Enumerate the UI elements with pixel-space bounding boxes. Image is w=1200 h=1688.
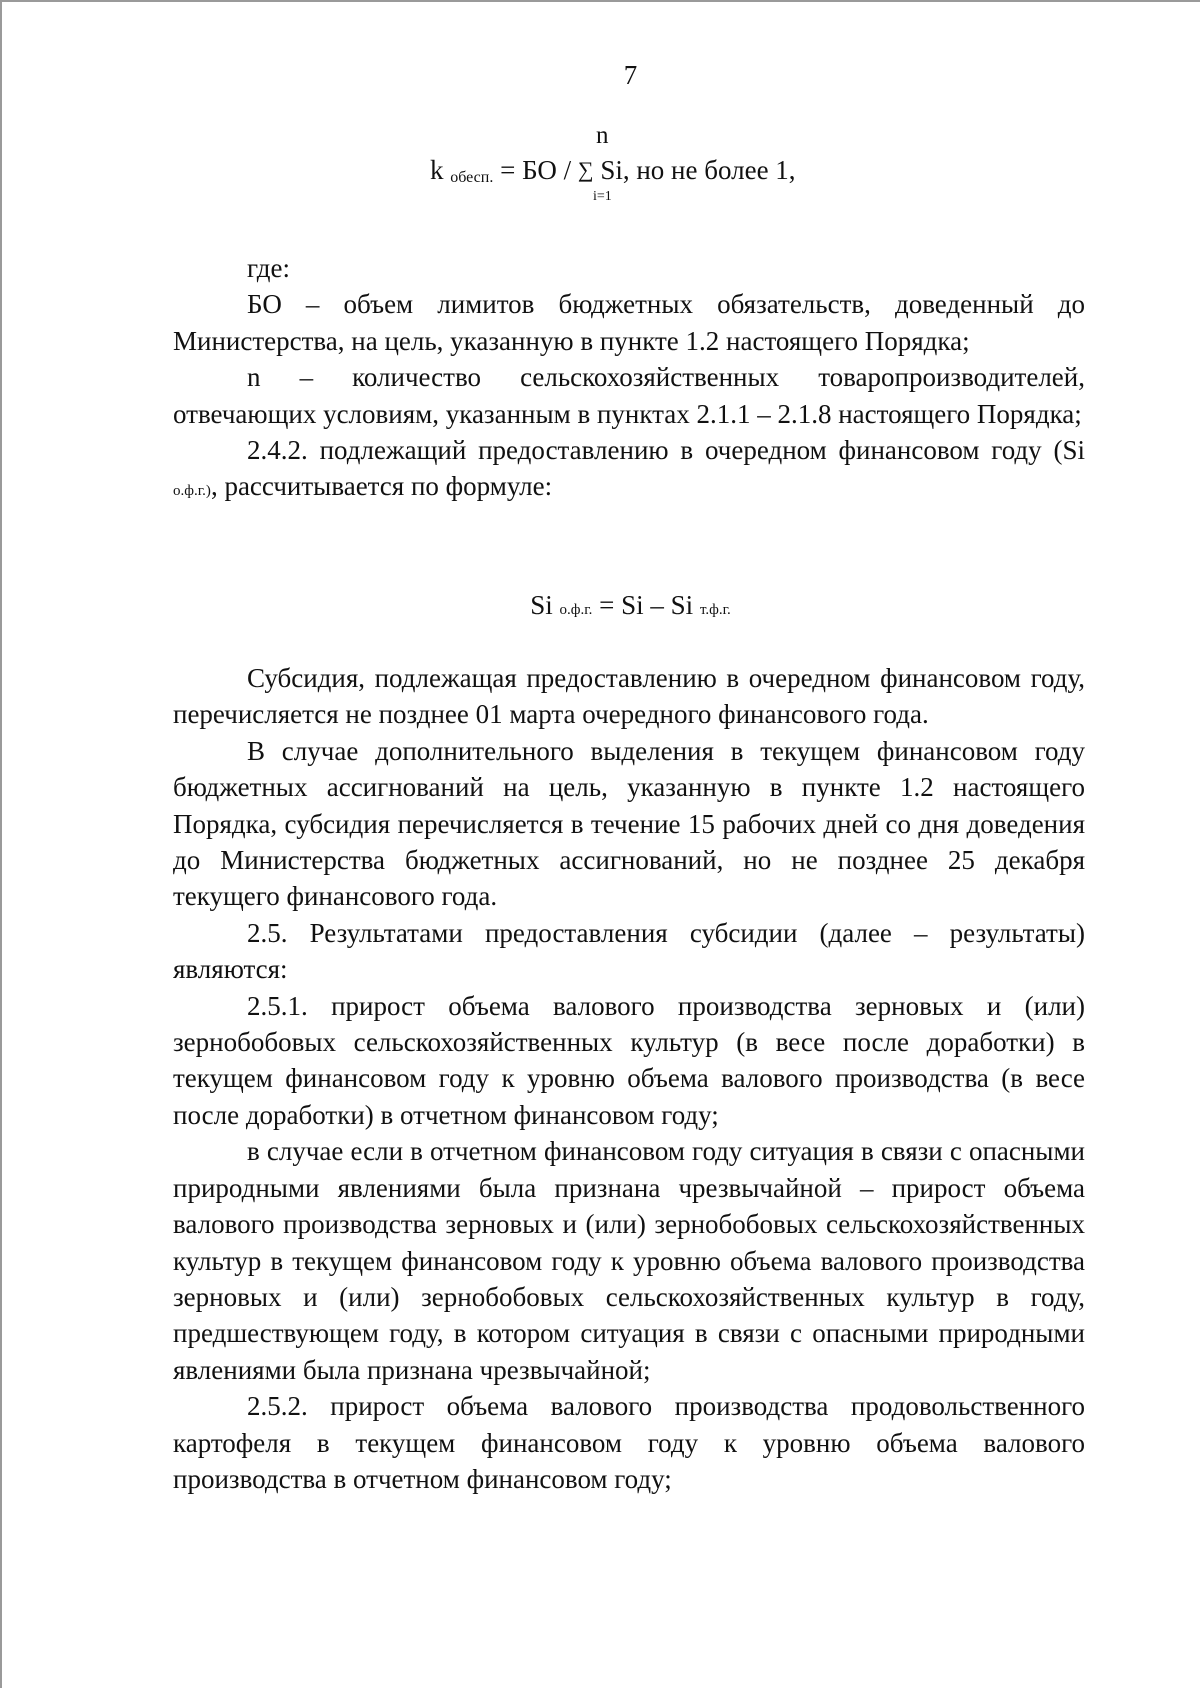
main-text-block — [173, 660, 1085, 1497]
page-number: 7 — [623, 60, 638, 90]
paragraph-2-4-2-text-a: 2.4.2. подлежащий предоставлению в очередном финансовом году (Si — [247, 435, 1085, 466]
paragraph-2-4-2-subscript: о.ф.г.) — [173, 483, 211, 500]
bo-definition: БО – объем лимитов бюджетных обязательств, доведенный до Министерства, на цель, указанную в пункте 1.2 настоящего Порядка; — [173, 289, 1085, 356]
paragraph-emergency-case: в случае если в отчетном финансовом году ситуация в связи с опасными природными явлениями была признана чрезвычайной – прирост объема валового производства зерновых и (или) зернобобовых сельскохозяйственных культур в текущем финансовом году к уровню объема валового производства зерновых и (или) зернобобовых сельскохозяйственных культур в году, предшествующем году, в котором ситуация в связи с опасными природными явлениями была признана чрезвычайной; — [173, 1136, 1085, 1385]
formula2-mid: = Si – Si — [592, 590, 700, 620]
formula2-sub-ofg: о.ф.г. — [559, 602, 593, 618]
paragraph-2-4-2-text-b: , рассчитывается по формуле: — [210, 471, 553, 502]
formula2-si: Si — [530, 590, 560, 620]
scan-edge-left — [0, 0, 2, 1688]
paragraph-2-4-2 — [173, 432, 1085, 510]
formula-tail: Si, но не более 1, — [593, 155, 796, 185]
formula2-sub-tfg: т.ф.г. — [699, 602, 731, 618]
formula-k-subscript: обесп. — [450, 169, 494, 186]
formula-k-obesp — [430, 122, 850, 212]
paragraph-additional-allocation: В случае дополнительного выделения в текущем финансовом году бюджетных ассигнований на цель, указанную в пункте 1.2 настоящего Порядка, субсидия перечисляется в течение 15 рабочих дней со дня доведения до Министерства бюджетных ассигнований, но не позднее 25 декабря текущего финансового года. — [173, 735, 1085, 912]
formula-rhs: = БО / — [500, 155, 578, 185]
sum-upper-limit: n — [596, 122, 609, 149]
scan-edge-top — [0, 0, 1200, 2]
paragraph-2-5-2: 2.5.2. прирост объема валового производства продовольственного картофеля в текущем финансовом году к уровню объема валового производства в отчетном финансовом году; — [173, 1391, 1085, 1494]
paragraph-subsidy-transfer: Субсидия, подлежащая предоставлению в очередном финансовом году, перечисляется не позднее 01 марта очередного финансового года. — [173, 663, 1085, 730]
formula-k: k — [430, 155, 444, 185]
formula-main-line — [430, 155, 796, 187]
definitions-block — [173, 250, 1085, 510]
paragraph-2-5-1: 2.5.1. прирост объема валового производства зерновых и (или) зернобобовых сельскохозяйственных культур (в весе после доработки) в текущем финансовом году к уровню объема валового производства (в весе после доработки) в отчетном финансовом году; — [173, 990, 1085, 1130]
formula-si-ofg — [0, 590, 1200, 621]
n-definition: n – количество сельскохозяйственных товаропроизводителей, отвечающих условиям, указанным в пунктах 2.1.1 – 2.1.8 настоящего Порядка; — [173, 362, 1085, 429]
sigma-symbol: ∑ — [577, 157, 594, 182]
sum-lower-limit: i=1 — [593, 189, 612, 204]
paragraph-2-5: 2.5. Результатами предоставления субсидии (далее – результаты) являются: — [173, 917, 1085, 985]
where-label: где: — [247, 253, 290, 283]
